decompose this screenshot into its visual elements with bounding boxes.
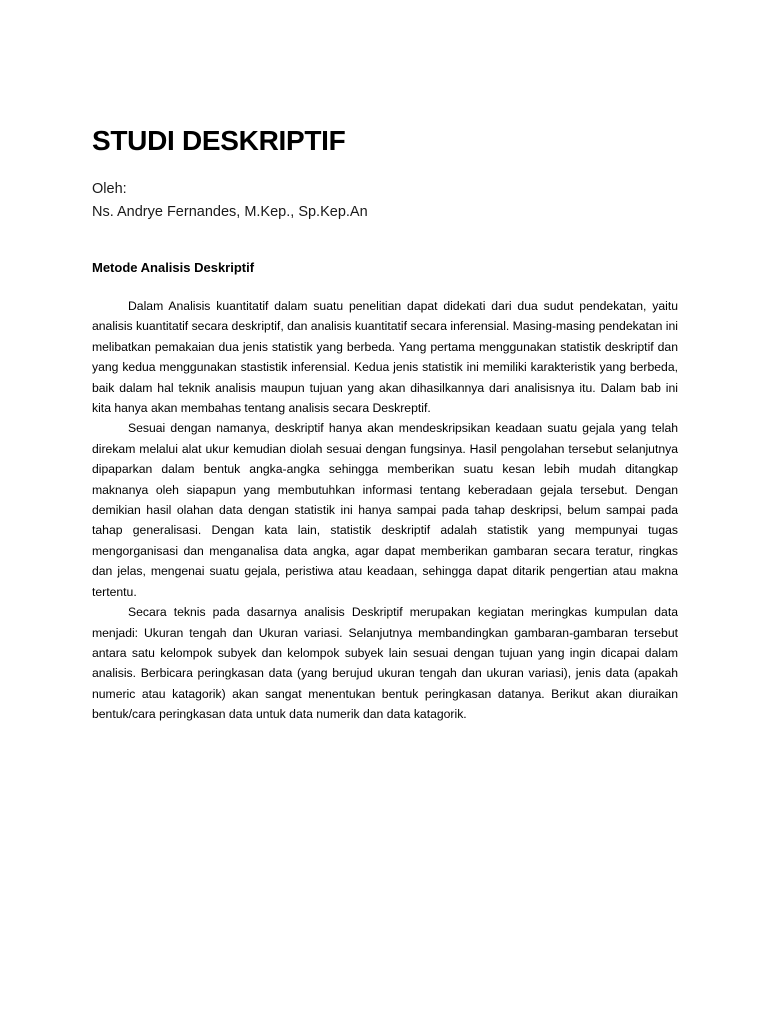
body-text <box>92 296 678 725</box>
document-title: STUDI DESKRIPTIF <box>92 125 346 156</box>
paragraph-1: Dalam Analisis kuantitatif dalam suatu penelitian dapat didekati dari dua sudut pendekatan, yaitu analisis kuantitatif secara deskriptif, dan analisis kuantitatif secara inferensial. Masing-masing pendekatan ini melibatkan pemakaian dua jenis statistik yang berbeda. Yang pertama menggunakan statistik deskriptif dan yang kedua menggunakan stastistik inferensial. Kedua jenis statistik ini memiliki karakteristik yang berbeda, baik dalam hal teknik analisis maupun tujuan yang akan dihasilkannya dari analisisnya itu. Dalam bab ini kita hanya akan membahas tentang analisis secara Deskreptif. <box>92 299 678 416</box>
paragraph-3: Secara teknis pada dasarnya analisis Deskriptif merupakan kegiatan meringkas kumpulan data menjadi: Ukuran tengah dan Ukuran variasi. Selanjutnya membandingkan gambaran-gambaran tersebut antara satu kelompok subyek dan kelompok subyek lain sesuai dengan tujuan yang ingin dicapai dalam analisis. Berbicara peringkasan data (yang berujud ukuran tengah dan ukuran variasi), jenis data (apakah numeric atau katagorik) akan sangat menentukan bentuk peringkasan datanya. Berikut akan diuraikan bentuk/cara peringkasan data untuk data numerik dan data katagorik. <box>92 605 678 722</box>
author-label: Oleh: <box>92 181 127 197</box>
author-name: Ns. Andrye Fernandes, M.Kep., Sp.Kep.An <box>92 204 368 220</box>
author-block <box>92 178 678 224</box>
paragraph-2: Sesuai dengan namanya, deskriptif hanya akan mendeskripsikan keadaan suatu gejala yang telah direkam melalui alat ukur kemudian diolah sesuai dengan fungsinya. Hasil pengolahan tersebut selanjutnya dipaparkan dalam bentuk angka-angka sehingga memberikan suatu kesan lebih mudah ditangkap maknanya oleh siapapun yang membutuhkan informasi tentang keberadaan gejala tersebut. Dengan demikian hasil olahan data dengan statistik ini hanya sampai pada tahap deskripsi, belum sampai pada tahap generalisasi. Dengan kata lain, statistik deskriptif adalah statistik yang mempunyai tugas mengorganisasi dan menganalisa data angka, agar dapat memberikan gambaran secara teratur, ringkas dan jelas, mengenai suatu gejala, peristiwa atau keadaan, sehingga dapat ditarik pengertian atau makna tertentu. <box>92 421 678 599</box>
document-content <box>92 122 678 725</box>
section-heading: Metode Analisis Deskriptif <box>92 260 255 275</box>
